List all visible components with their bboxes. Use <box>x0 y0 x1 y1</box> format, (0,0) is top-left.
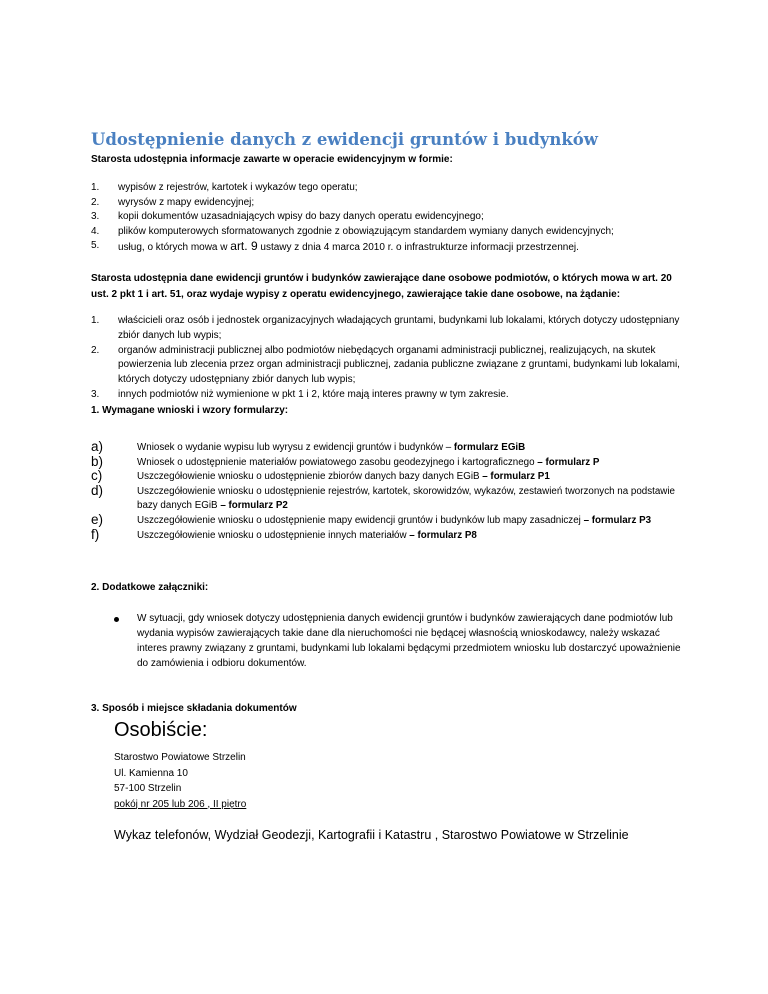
page-title: Udostępnienie danych z ewidencji gruntów i budynków <box>91 130 598 149</box>
list-item: 3. kopii dokumentów uzasadniających wpisy do bazy danych operatu ewidencyjnego; <box>91 211 484 223</box>
list-item: 5. usług, o których mowa w art. 9 ustawy z dnia 4 marca 2010 r. o infrastrukturze informacji przestrzennej. <box>91 239 579 254</box>
intro-paragraph-1: Starosta udostępnia informacje zawarte w operacie ewidencyjnym w formie: <box>91 154 453 165</box>
bullet-text: W sytuacji, gdy wniosek dotyczy udostępnienia danych ewidencji gruntów i budynków zawierających dane podmiotów lub wydania wypisów zawierających takie dane dla nieruchomości nie będącej własnością wnioskodawcy, należy wskazać interes prawny związany z gruntami, budynkami lub lokalami będącymi przedmiotem wniosku lub dostarczyć upoważnienie do zamówienia i odbioru dokumentów. <box>137 613 681 669</box>
address-room: pokój nr 205 lub 206 , II piętro <box>114 798 247 810</box>
list-item[interactable]: a) Wniosek o wydanie wypisu lub wyrysu z ewidencji gruntów i budynków – formularz EGiB <box>91 439 526 454</box>
list-item: 3. innych podmiotów niż wymienione w pkt 1 i 2, które mają interes prawny w tym zakresie. <box>91 388 509 400</box>
address-city: 57-100 Strzelin <box>114 783 182 794</box>
bullet-icon <box>114 617 119 622</box>
section-heading-attachments: 2. Dodatkowe załączniki: <box>91 582 209 593</box>
address-street: Ul. Kamienna 10 <box>114 767 188 779</box>
list-item: 4. plików komputerowych sformatowanych zgodnie z obowiązującym standardem wymiany danych ewidencyjnych; <box>91 225 614 237</box>
section-heading-submission: 3. Sposób i miejsce składania dokumentów <box>91 703 297 714</box>
address-heading: Osobiście: <box>114 719 208 741</box>
intro-paragraph-2: Starosta udostępnia dane ewidencji gruntów i budynków zawierające dane osobowe podmiotów, o których mowa w art. 20 ust. 2 pkt 1 i art. 51, oraz wydaje wypisy z operatu ewidencyjnego, zawierające takie dane osobowe, na żądanie: <box>91 273 672 300</box>
list-item[interactable]: f) Uszczegółowienie wniosku o udostępnienie innych materiałów – formularz P8 <box>91 526 477 542</box>
address-office: Starostwo Powiatowe Strzelin <box>114 752 246 763</box>
forms-list <box>91 441 681 543</box>
phone-list-link[interactable]: Wykaz telefonów, Wydział Geodezji, Kartografii i Katastru , Starostwo Powiatowe w Strzelinie <box>114 828 629 842</box>
forms-list-1 <box>91 181 681 256</box>
list-item: 2. wyrysów z mapy ewidencyjnej; <box>91 196 255 208</box>
requesters-list <box>91 314 681 403</box>
list-item[interactable]: d) Uszczegółowienie wniosku o udostępnienie rejestrów, kartotek, skorowidzów, wykazów, zestawień tworzonych na podstawie bazy danych EGiB – formularz P2 <box>91 482 676 512</box>
address-block <box>114 717 246 812</box>
list-item[interactable]: e) Uszczegółowienie wniosku o udostępnienie mapy ewidencji gruntów i budynków lub mapy zasadniczej – formularz P3 <box>91 511 652 527</box>
list-item: 1. wypisów z rejestrów, kartotek i wykazów tego operatu; <box>91 182 358 193</box>
list-item[interactable]: c) Uszczegółowienie wniosku o udostępnienie zbiorów danych bazy danych EGiB – formularz P1 <box>91 468 550 484</box>
list-item: 1. właścicieli oraz osób i jednostek organizacyjnych władających gruntami, budynkami lub lokalami, których dotyczy udostępniany zbiór danych lub wypis; <box>91 315 680 341</box>
list-item[interactable]: b) Wniosek o udostępnienie materiałów powiatowego zasobu geodezyjnego i kartograficznego – formularz P <box>91 453 600 469</box>
section-heading-forms: 1. Wymagane wnioski i wzory formularzy: <box>91 405 289 416</box>
attachments-bullet <box>91 612 681 672</box>
list-item: 2. organów administracji publicznej albo podmiotów niebędących organami administracji publicznej, realizujących, na skutek powierzenia lub zlecenia przez organ administracji publicznej, zadania publiczne związane z gruntami, budynkami lub lokalami, których dotyczy udostępniany zbiór danych lub wypis; <box>91 344 680 386</box>
